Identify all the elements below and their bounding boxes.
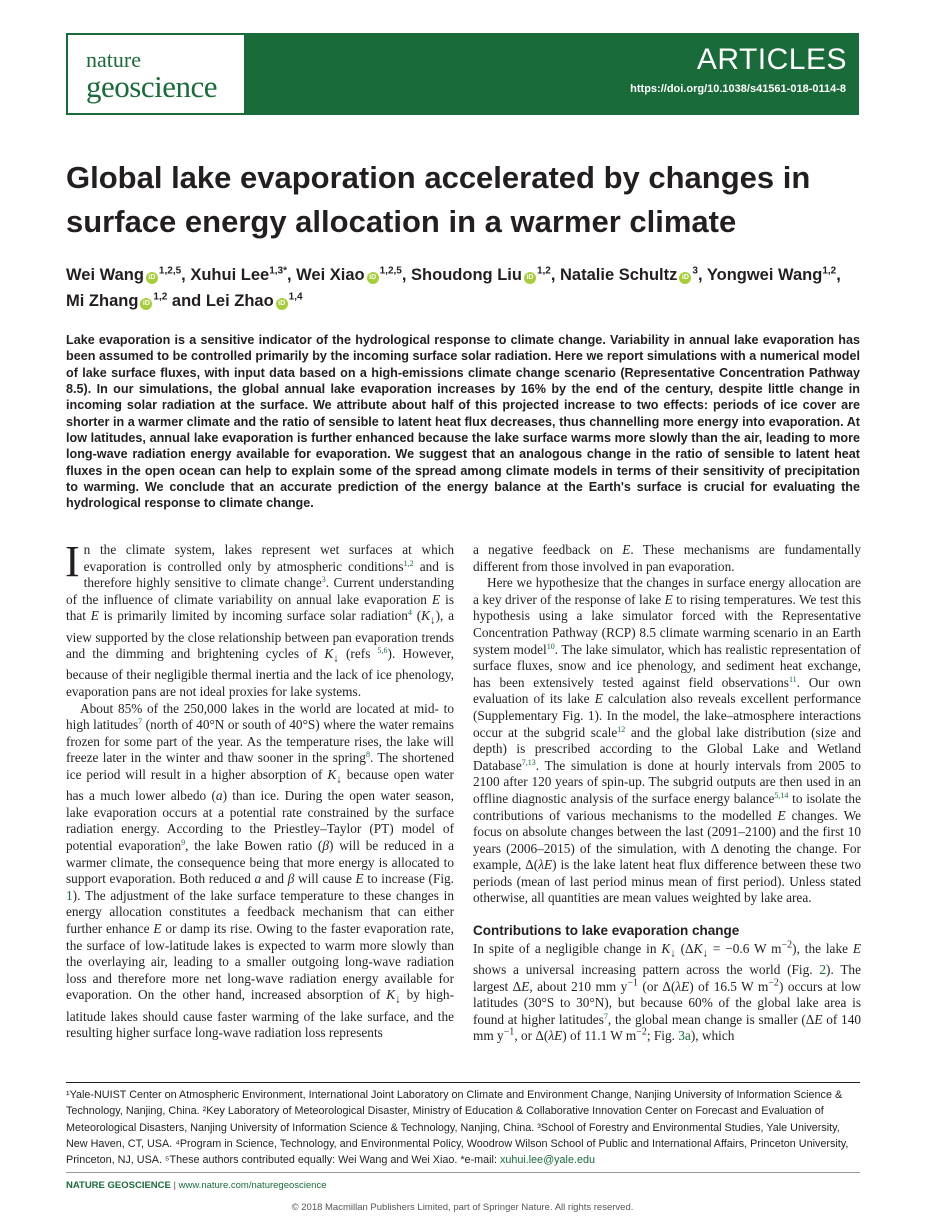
author-affiliation: 1,2 [536,265,551,277]
journal-logo[interactable] [68,35,244,113]
author-name[interactable]: Yongwei Wang [706,266,823,284]
section-heading: Contributions to lake evaporation change [473,923,740,939]
logo-geoscience-text: geoscience [86,69,217,104]
article-type-label: ARTICLES [696,43,847,76]
orcid-icon[interactable]: iD [524,272,536,284]
author-name[interactable]: Xuhui Lee [190,266,270,284]
author [411,266,551,284]
intro-paragraph-2: About 85% of the 250,000 lakes in the world are located at mid- to high latitudes$^7$ (north of 40°N or south of 40°S) where the water remains frozen for some part of the year. As the temperature rises, the lake will freeze later in the winter and thaw sooner in the spring$^8$. The shortened ice period will result in a higher absorption of $K_↓$ because open water has a much lower albedo (a) than ice. During the open water season, lake evaporation occurs at a potential rate constrained by the surface radiation energy. According to the Priestley–Taylor (PT) model of potential evaporation$^9$, the lake Bowen ratio (β) will be reduced in a warmer climate, the consequence being that more energy is allocated to support evaporation. Both reduced a and β will cause E to increase (Fig. 1). The adjustment of the lake surface temperature to these changes in energy allocation constitutes a feedback mechanism that can either further enhance E or damp its rise. Owing to the faster evaporation rate, the surface of low-latitude lakes is expected to warm more slowly than the overlaying air, leading to a smaller outgoing long-wave radiation loss and therefore more net long-wave radiation energy available for evaporation. On the other hand, increased absorption of $K_↓$ by high-latitude lakes should cause faster warming of the lake surface, and the resulting higher surface long-wave radiation loss represents [66,700,455,1041]
author-name[interactable]: Wei Xiao [296,266,365,284]
orcid-icon[interactable]: iD [367,272,379,284]
intro-paragraph-2-cont: a negative feedback on E. These mechanisms are fundamentally different from those involved in pan evaporation. [473,542,861,574]
logo-nature-text: nature [86,47,141,72]
orcid-icon[interactable]: iD [276,298,288,310]
author-name[interactable]: Mi Zhang [66,292,139,310]
author-name[interactable]: Lei Zhao [205,292,274,310]
author [296,266,402,284]
author [66,266,181,284]
footnote-divider [66,1082,860,1083]
orcid-icon[interactable]: iD [679,272,691,284]
author-name[interactable]: Wei Wang [66,266,144,284]
author [707,266,836,284]
orcid-icon[interactable]: iD [146,272,158,284]
orcid-icon[interactable]: iD [140,298,152,310]
drop-cap: I [65,537,80,586]
author-affiliation: 1,2,5 [379,265,402,277]
body-column-right [473,542,861,1045]
corresponding-email-link[interactable]: xuhui.lee@yale.edu [499,1154,595,1167]
author [560,266,698,284]
author [206,292,303,310]
author-affiliation: 1,2 [822,265,837,277]
author-affiliation: 1,4 [288,291,303,303]
journal-url-link[interactable]: www.nature.com/naturegeoscience [178,1180,327,1191]
footer-divider [66,1172,860,1173]
journal-header [66,33,859,115]
article-title: Global lake evaporation accelerated by changes in surface energy allocation in a warmer climate [66,160,811,239]
results-paragraph-1: In spite of a negligible change in $K_↓$ ($\Delta K_↓ = -0.6$ W $m^{-2}$), the lake E shows a universal increasing pattern across the world (Fig. 2). The largest ΔE, about 210 mm $y^{-1}$ (or Δ(λE) of 16.5 W $m^{-2}$) occurs at low latitudes (30°S to 30°N), but because 60% of the global lake area is found at higher latitudes$^7$, the global mean change is smaller (ΔE of 140 mm $y^{-1}$, or Δ(λE) of 11.1 W $m^{-2}$; Fig. 3a), which [473,939,861,1044]
intro-paragraph-3: Here we hypothesize that the changes in surface energy allocation are a key driver of the response of lake E to rising temperatures. We test this hypothesis using a lake simulator forced with the Representative Concentration Pathway (RCP) 8.5 climate warming scenario in an Earth system model$^{10}$. The lake simulator, which has realistic representation of surface fluxes, snow and ice phenology, and sediment heat exchange, has been extensively tested against field observations$^{11}$. Our own evaluation of its lake E calculation also reveals excellent performance (Supplementary Fig. 1). In the model, the lake–atmosphere interactions occur at the subgrid scale$^{12}$ and the global lake distribution (size and depth) is prescribed according to the Global Lake and Wetland Database$^{7,13}$. The simulation is done at hourly intervals from 2005 to 2100 after 120 years of spin-up. The subgrid outputs are then used in an offline diagnostic analysis of the surface energy balance$^{5,14}$ to isolate the contributions of various mechanisms to the modelled E changes. We focus on absolute changes between the last (2091–2100) and the first 10 years (2006–2015) of the simulation, with Δ denoting the change. For example, Δ(λE) is the lake latent heat flux difference between these two periods (mean of last period minus mean of first period). Unless stated otherwise, all quantities are mean values weighted by lake area. [473,575,862,906]
doi-link[interactable]: https://doi.org/10.1038/s41561-018-0114-8 [630,83,846,95]
author-name[interactable]: Shoudong Liu [411,266,522,284]
journal-footer [66,1180,326,1191]
affiliations-footnote [66,1087,860,1168]
affiliations-text: ¹Yale-NUIST Center on Atmospheric Environment, International Joint Laboratory on Climate and Environment Change, Nanjing University of Information Science & Technology, Nanjing, China. ²Key Laboratory of Meteorological Disaster, Ministry of Education & Collaborative Innovation Center on Forecast and Evaluation of Meteorological Disasters, Nanjing University of Information Science & Technology, Nanjing, China. ³School of Forestry and Environmental Studies, Yale University, New Haven, CT, USA. ⁴Program in Science, Technology, and Environmental Policy, Woodrow Wilson School of Public and International Affairs, Princeton University, Princeton, NJ, USA. ⁵These authors contributed equally: Wei Wang and Wei Xiao. *e-mail: [66,1089,849,1167]
abstract: Lake evaporation is a sensitive indicator of the hydrological response to climate change. Variability in annual lake evaporation has been assumed to be controlled primarily by the incoming surface solar radiation. Here we report simulations with a numerical model of lake surface fluxes, with input data based on a high-emissions climate change scenario (Representative Concentration Pathway 8.5). In our simulations, the global annual lake evaporation increases by 16% by the end of the century, despite little change in incoming solar radiation at the surface. We attribute about half of this projected increase to two effects: periods of ice cover are shorter in a warmer climate and the ratio of sensible to latent heat flux decreases, thus channelling more energy into evaporation. At low latitudes, annual lake evaporation is further enhanced because the lake surface warms more slowly than the air, leading to more long-wave radiation energy available for evaporation. We suggest that an analogous change in the ratio of sensible to latent heat fluxes in the open ocean can help to explain some of the spread among climate models in terms of their sensitivity of precipitation to warming. We conclude that an accurate prediction of the energy balance at the Earth's surface is crucial for evaluating the hydrological response to climate change. [66,333,860,511]
footer-separator: | [170,1180,179,1191]
copyright-notice: © 2018 Macmillan Publishers Limited, part of Springer Nature. All rights reserved. [291,1202,634,1213]
author-affiliation: 1,2,5 [158,265,182,277]
author-affiliation: 3 [692,265,698,277]
author [66,292,167,310]
body-column-left [65,537,455,1042]
intro-paragraph-1: In the climate system, lakes represent wet surfaces at which evaporation is controlled only by atmospheric conditions$^{1,2}$ and is therefore highly sensitive to climate change$^3$. Current understanding of the influence of climate variability on annual lake evaporation E is that E is primarily limited by incoming surface solar radiation$^4$ $(K_↓)$, a view supported by the close relationship between pan evaporation trends and the dimming and brightening cycles of $K_↓$ (refs $^{5,6}$). However, because of their negligible thermal inertia and the lack of ice phenology, evaporation pans are not ideal proxies for lake systems. [65,537,454,700]
author-affiliation: 1,2 [153,291,168,303]
author [190,266,287,284]
journal-name: NATURE GEOSCIENCE [66,1180,171,1191]
author-affiliation: 1,3* [269,265,287,277]
author-name[interactable]: Natalie Schultz [560,266,678,284]
author-list: Wei Wang iD$^{1,2,5}$, Xuhui Lee$^{1,3*}$, Wei Xiao iD$^{1,2,5}$, Shoudong Liu iD$^{1,2}$, Natalie Schultz $iD^3$, Yongwei Wang$^{1,2}$, Mi Zhang iD$^{1,2}$ and Lei Zhao iD$^{1,4}$ [66,265,841,310]
